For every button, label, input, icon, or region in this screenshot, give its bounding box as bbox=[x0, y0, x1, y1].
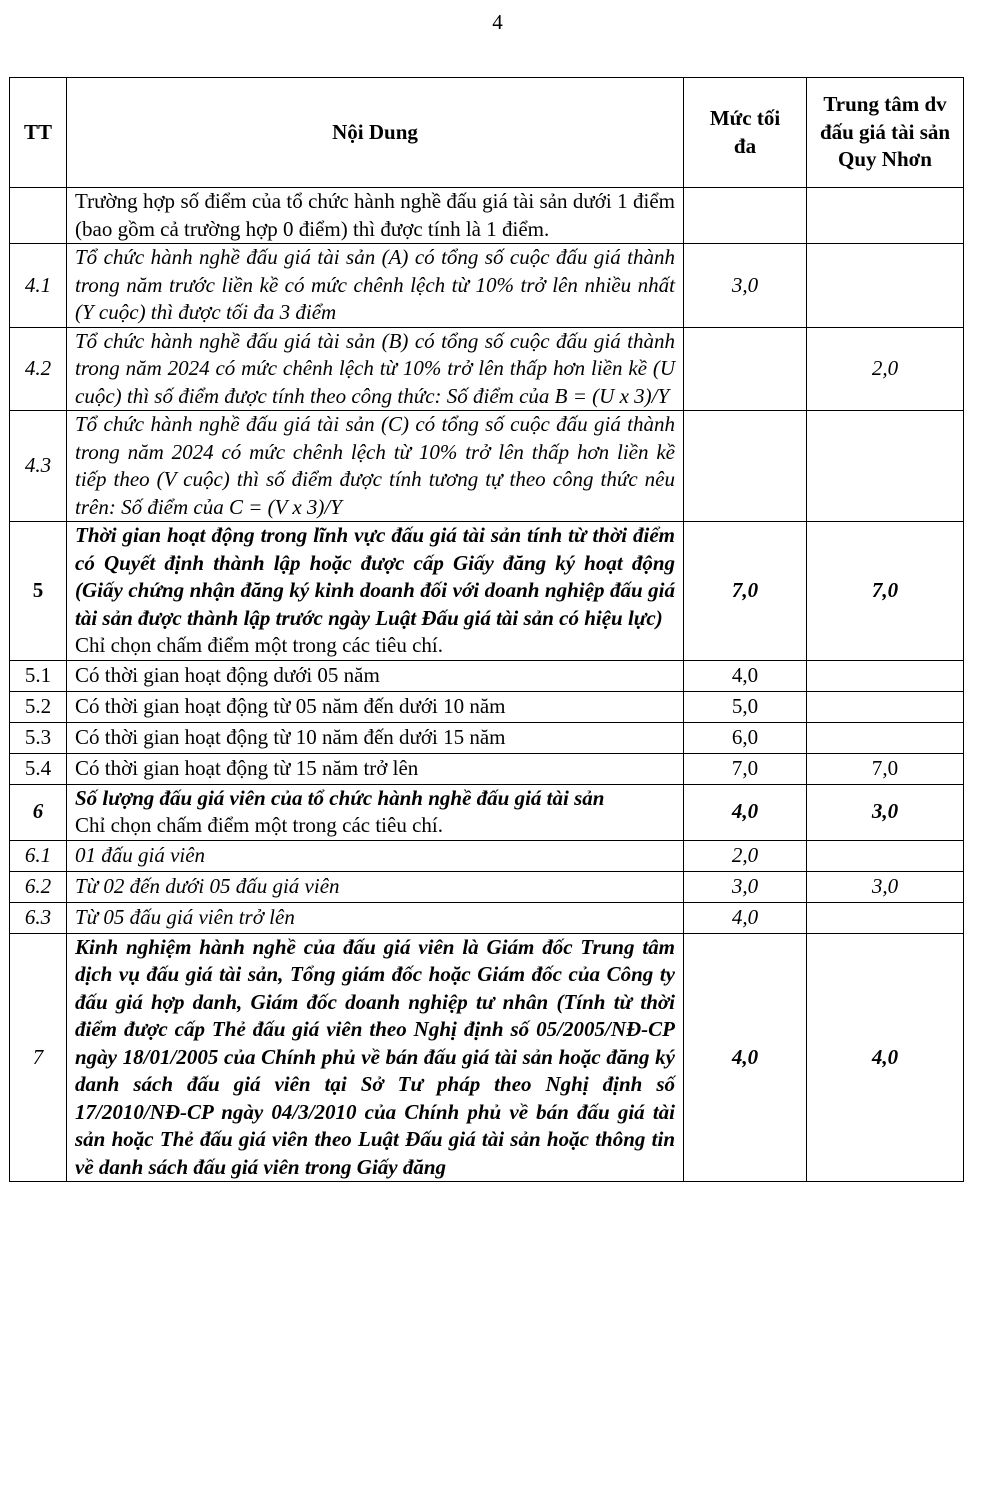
row-content: Từ 02 đến dưới 05 đấu giá viên bbox=[67, 871, 684, 902]
row-content: Tổ chức hành nghề đấu giá tài sản (B) có tổng số cuộc đấu giá thành trong năm 2024 có mức chênh lệch từ 10% trở lên thấp hơn liền kề (U cuộc) thì số điểm được tính theo công thức: Số điểm của B = (U x 3)/Y bbox=[67, 327, 684, 411]
table-row bbox=[10, 902, 964, 933]
row-content: 01 đấu giá viên bbox=[67, 840, 684, 871]
row-center-score: 3,0 bbox=[807, 784, 964, 840]
row-center-score: 2,0 bbox=[807, 327, 964, 411]
header-center-score bbox=[807, 78, 964, 188]
row-content-cell bbox=[67, 522, 684, 661]
row-tt: 6.1 bbox=[10, 840, 67, 871]
row-center-score bbox=[807, 691, 964, 722]
row-content: Có thời gian hoạt động từ 05 năm đến dưới 10 năm bbox=[67, 691, 684, 722]
row-max-score: 3,0 bbox=[684, 244, 807, 328]
table-header-row bbox=[10, 78, 964, 188]
row-tt: 5 bbox=[10, 522, 67, 661]
header-max-line-1: Mức tối bbox=[709, 106, 781, 130]
row-tt: 6.2 bbox=[10, 871, 67, 902]
row-max-score: 4,0 bbox=[684, 902, 807, 933]
row-max-score: 6,0 bbox=[684, 722, 807, 753]
row-content: Trường hợp số điểm của tổ chức hành nghề đấu giá tài sản dưới 1 điểm (bao gồm cả trường hợp 0 điểm) thì được tính là 1 điểm. bbox=[67, 188, 684, 244]
table-row-section bbox=[10, 784, 964, 840]
row-center-score bbox=[807, 840, 964, 871]
row-content-cell bbox=[67, 784, 684, 840]
row-content: Từ 05 đấu giá viên trở lên bbox=[67, 902, 684, 933]
row-content: Thời gian hoạt động trong lĩnh vực đấu giá tài sản tính từ thời điểm có Quyết định thành lập hoặc được cấp Giấy đăng ký hoạt động (Giấy chứng nhận đăng ký kinh doanh đối với doanh nghiệp đấu giá tài sản được thành lập trước ngày Luật Đấu giá tài sản có hiệu lực) bbox=[75, 523, 675, 630]
row-tt: 6.3 bbox=[10, 902, 67, 933]
row-content: Có thời gian hoạt động từ 15 năm trở lên bbox=[67, 753, 684, 784]
page-number: 4 bbox=[492, 10, 503, 34]
row-center-score bbox=[807, 244, 964, 328]
table-row bbox=[10, 871, 964, 902]
row-max-score: 5,0 bbox=[684, 691, 807, 722]
row-content: Tổ chức hành nghề đấu giá tài sản (A) có tổng số cuộc đấu giá thành trong năm trước liền kề có mức chênh lệch từ 10% trở lên nhiều nhất (Y cuộc) thì được tối đa 3 điểm bbox=[67, 244, 684, 328]
row-max-score: 7,0 bbox=[684, 753, 807, 784]
scoring-table bbox=[9, 77, 964, 1182]
header-center-line-3: Quy Nhơn bbox=[838, 147, 932, 172]
table-row-section bbox=[10, 522, 964, 661]
row-tt: 5.1 bbox=[10, 660, 67, 691]
row-max-score: 4,0 bbox=[684, 660, 807, 691]
row-center-score bbox=[807, 722, 964, 753]
row-content: Kinh nghiệm hành nghề của đấu giá viên là Giám đốc Trung tâm dịch vụ đấu giá tài sản, Tổng giám đốc hoặc Giám đốc của Công ty đấu giá hợp danh, Giám đốc doanh nghiệp tư nhân (Tính từ thời điểm được cấp Thẻ đấu giá viên theo Nghị định số 05/2005/NĐ-CP ngày 18/01/2005 của Chính phủ về bán đấu giá tài sản hoặc đăng ký danh sách đấu giá viên tại Sở Tư pháp theo Nghị định số 17/2010/NĐ-CP ngày 04/3/2010 của Chính phủ về bán đấu giá tài sản hoặc Thẻ đấu giá viên theo Luật Đấu giá tài sản hoặc thông tin về danh sách đấu giá viên trong Giấy đăng bbox=[67, 933, 684, 1182]
row-max-score: 4,0 bbox=[684, 933, 807, 1182]
header-center-line-2: đấu giá tài sản bbox=[819, 119, 951, 144]
table-row bbox=[10, 327, 964, 411]
row-tt: 7 bbox=[10, 933, 67, 1182]
row-max-score: 2,0 bbox=[684, 840, 807, 871]
row-center-score: 3,0 bbox=[807, 871, 964, 902]
table-row bbox=[10, 840, 964, 871]
row-note: Chỉ chọn chấm điểm một trong các tiêu chí. bbox=[75, 813, 443, 837]
row-center-score bbox=[807, 188, 964, 244]
row-max-score bbox=[684, 327, 807, 411]
header-max-score bbox=[684, 78, 807, 188]
row-center-score: 4,0 bbox=[807, 933, 964, 1182]
row-max-score bbox=[684, 188, 807, 244]
row-content: Có thời gian hoạt động dưới 05 năm bbox=[67, 660, 684, 691]
row-note: Chỉ chọn chấm điểm một trong các tiêu chí. bbox=[75, 633, 443, 657]
row-tt: 6 bbox=[10, 784, 67, 840]
table-row-section bbox=[10, 933, 964, 1182]
row-tt: 4.1 bbox=[10, 244, 67, 328]
table-row bbox=[10, 722, 964, 753]
row-center-score bbox=[807, 411, 964, 522]
table-row bbox=[10, 188, 964, 244]
table-row bbox=[10, 691, 964, 722]
row-content: Tổ chức hành nghề đấu giá tài sản (C) có tổng số cuộc đấu giá thành trong năm 2024 có mức chênh lệch từ 10% trở lên thấp hơn liền kề tiếp theo (V cuộc) thì số điểm được tính tương tự theo công thức nêu trên: Số điểm của C = (V x 3)/Y bbox=[67, 411, 684, 522]
header-content: Nội Dung bbox=[67, 78, 684, 188]
table-row bbox=[10, 244, 964, 328]
table-row bbox=[10, 660, 964, 691]
table-row bbox=[10, 753, 964, 784]
row-max-score: 7,0 bbox=[684, 522, 807, 661]
row-tt: 4.3 bbox=[10, 411, 67, 522]
row-max-score: 4,0 bbox=[684, 784, 807, 840]
row-center-score bbox=[807, 660, 964, 691]
row-tt: 4.2 bbox=[10, 327, 67, 411]
row-max-score: 3,0 bbox=[684, 871, 807, 902]
row-content: Có thời gian hoạt động từ 10 năm đến dưới 15 năm bbox=[67, 722, 684, 753]
row-content: Số lượng đấu giá viên của tổ chức hành nghề đấu giá tài sản bbox=[75, 785, 605, 810]
row-center-score: 7,0 bbox=[807, 522, 964, 661]
table-row bbox=[10, 411, 964, 522]
row-tt: 5.3 bbox=[10, 722, 67, 753]
row-tt: 5.4 bbox=[10, 753, 67, 784]
row-tt bbox=[10, 188, 67, 244]
header-max-line-2: đa bbox=[733, 133, 757, 158]
header-center-line-1: Trung tâm dv bbox=[823, 92, 947, 117]
row-max-score bbox=[684, 411, 807, 522]
row-center-score: 7,0 bbox=[807, 753, 964, 784]
row-center-score bbox=[807, 902, 964, 933]
header-tt: TT bbox=[10, 78, 67, 188]
row-tt: 5.2 bbox=[10, 691, 67, 722]
